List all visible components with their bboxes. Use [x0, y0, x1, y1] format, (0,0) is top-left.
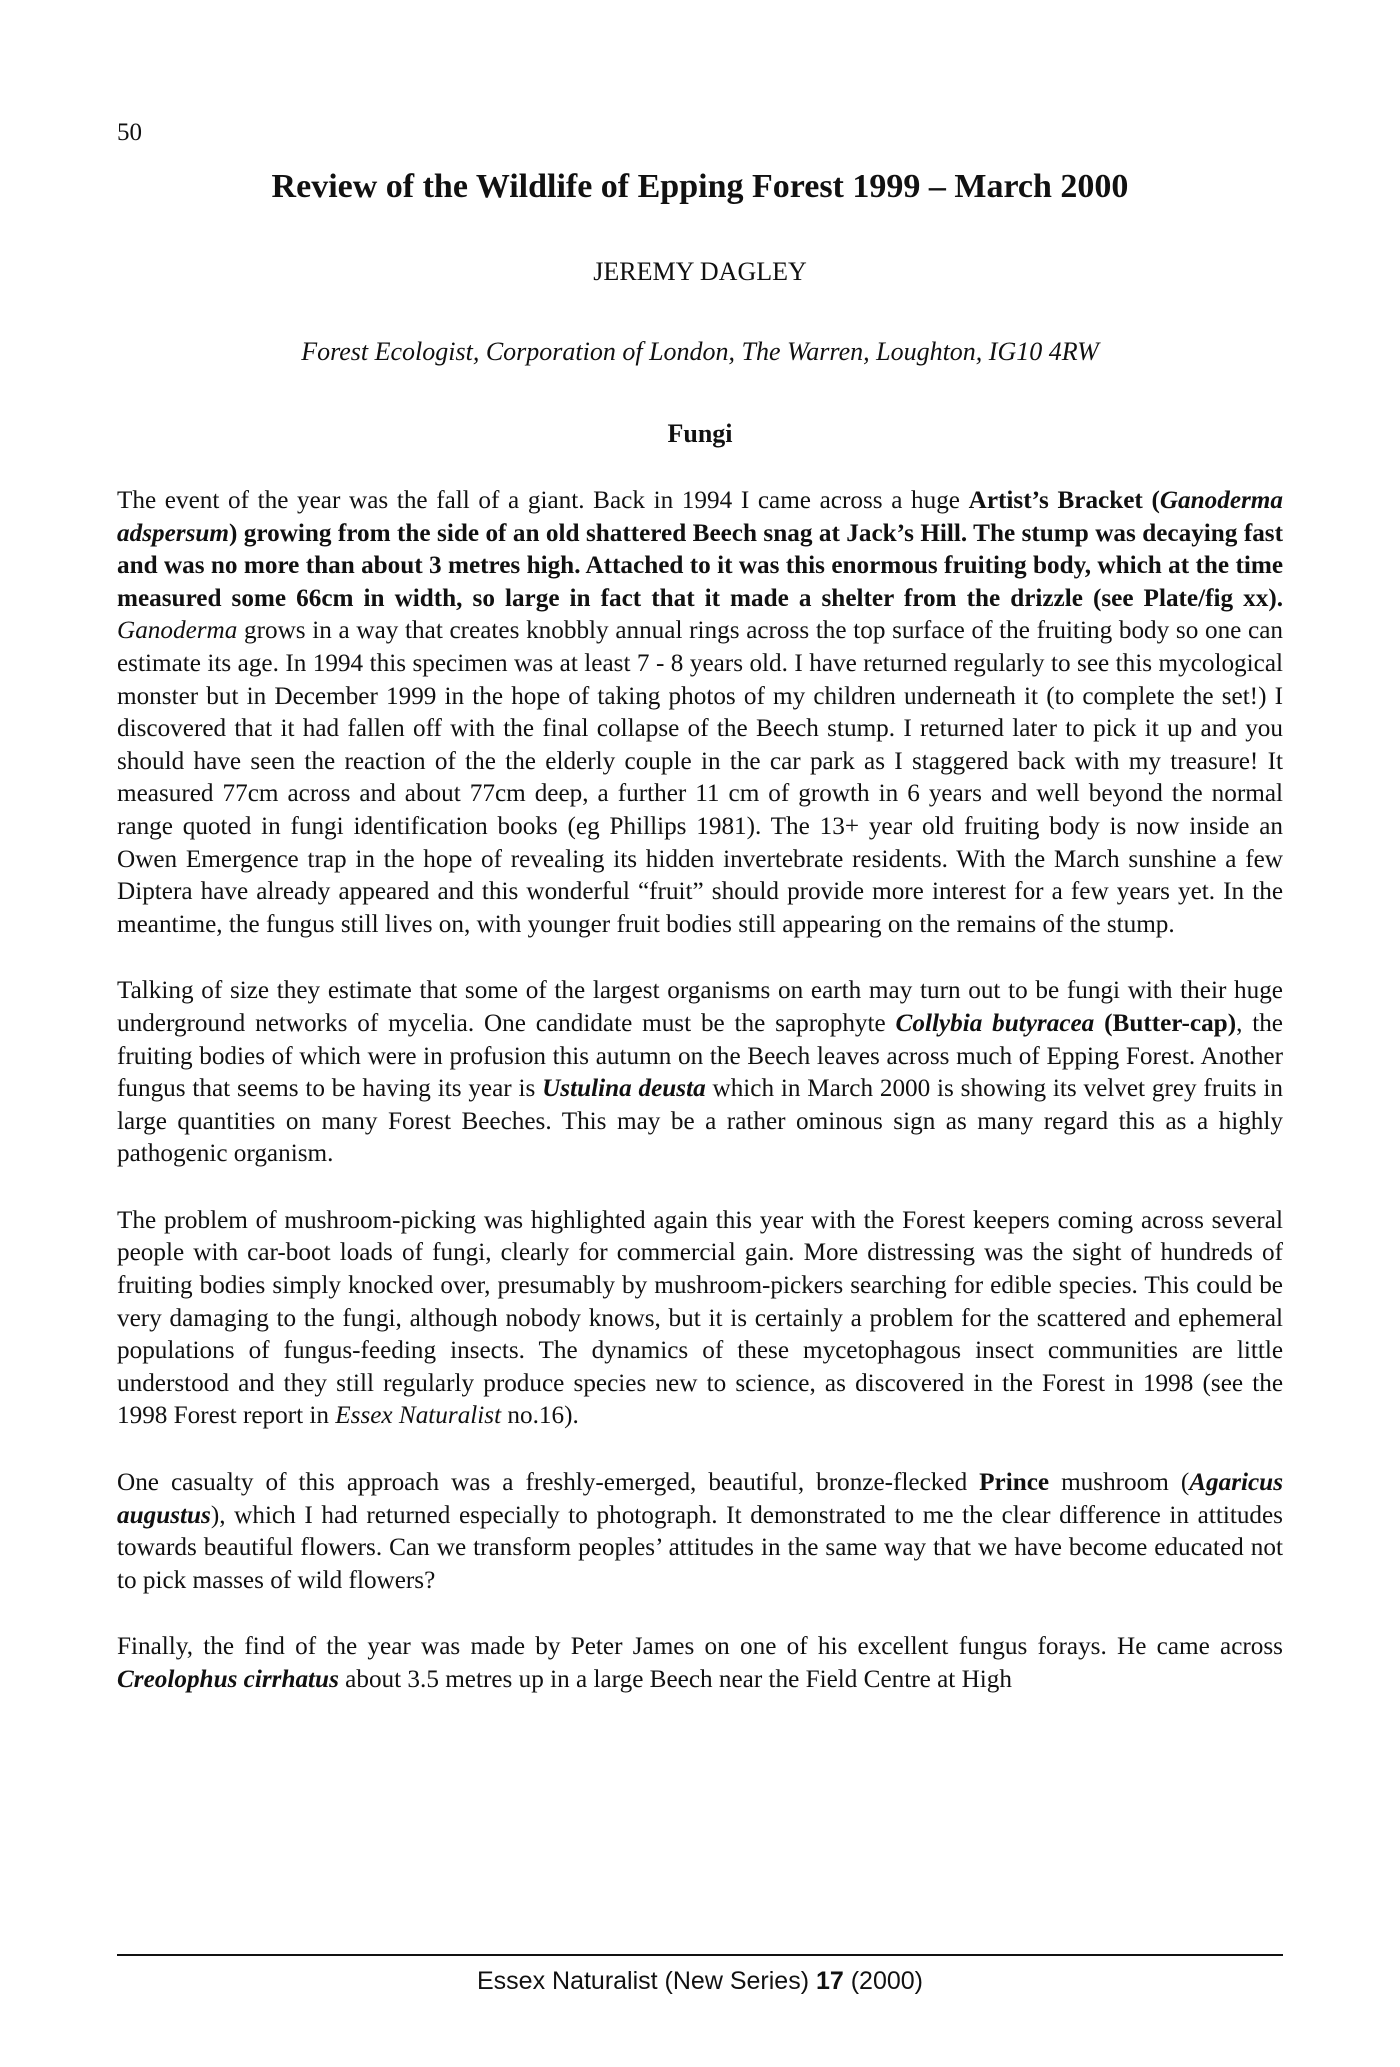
- text-run: grows in a way that creates knobbly annual rings across the top surface of the fruiting body so one can estimate its age. In 1994 this specimen was at least 7 - 8 years old. I have returned regularly to see this mycological monster but in December 1999 in the hope of taking photos of my children underneath it (to complete the set!) I discovered that it had fallen off with the final collapse of the Beech stump. I returned later to pick it up and you should have seen the reaction of the the elderly couple in the car park as I staggered back with my treasure! It measured 77cm across and about 77cm deep, a further 11 cm of growth in 6 years and well beyond the normal range quoted in fungi identification books (eg Phillips 1981). The 13+ year old fruiting body is now inside an Owen Emergence trap in the hope of revealing its hidden invertebrate residents. With the March sunshine a few Diptera have already appeared and this wonderful “fruit” should provide more interest for a few years yet. In the meantime, the fungus still lives on, with younger fruit bodies still appearing on the remains of the stump.: [117, 617, 1283, 938]
- text-run: mushroom (: [1049, 1469, 1190, 1497]
- paragraph-mushroom-picking: [117, 1205, 1283, 1433]
- paragraph-prince-mushroom: [117, 1467, 1283, 1597]
- paragraph-find-of-year: [117, 1631, 1283, 1696]
- text-run: The problem of mushroom-picking was highlighted again this year with the Forest keepers coming across several people with car-boot loads of fungi, clearly for commercial gain. More distressing was the sight of hundreds of fruiting bodies simply knocked over, presumably by mushroom-pickers searching for edible species. This could be very damaging to the fungi, although nobody knows, but it is certainly a problem for the scattered and ephemeral populations of fungus-feeding insects. The dynamics of these mycetophagous insect communities are little understood and they still regularly produce species new to science, as discovered in the Forest in 1998 (see the 1998 Forest report in: [117, 1206, 1283, 1430]
- section-heading-fungi: Fungi: [667, 419, 733, 448]
- author-affiliation: Forest Ecologist, Corporation of London, The Warren, Loughton, IG10 4RW: [301, 337, 1099, 366]
- text-run: The event of the year was the fall of a giant. Back in 1994 I came across a huge: [117, 487, 969, 514]
- article-body: [117, 485, 1283, 1731]
- species-latin-name: Creolophus cirrhatus: [117, 1666, 339, 1693]
- text-run: One casualty of this approach was a freshly-emerged, beautiful, bronze-flecked: [117, 1469, 980, 1497]
- journal-name: Essex Naturalist: [335, 1402, 502, 1430]
- text-run: Finally, the find of the year was made by Peter James on one of his excellent fungus forays. He came across: [117, 1633, 1283, 1661]
- text-run: which in March 2000 is showing its velvet grey fruits in large quantities on many Forest Beeches. This may be a rather ominous sign as many regard this as a highly pathogenic organism.: [117, 1075, 1283, 1168]
- paragraph-artists-bracket: [117, 485, 1283, 941]
- species-latin-name: Agaricus augustus: [117, 1469, 1283, 1529]
- species-latin-name: Ustulina deusta: [542, 1075, 706, 1103]
- species-common-name: Artist’s Bracket: [968, 487, 1143, 514]
- species-latin-name: Collybia butyracea: [895, 1009, 1095, 1037]
- genus-name: Ganoderma: [117, 617, 238, 645]
- article-title: Review of the Wildlife of Epping Forest 1999 – March 2000: [271, 168, 1129, 205]
- text-run: Talking of size they estimate that some of the largest organisms on earth may turn out to be fungi with their huge underground networks of mycelia. One candidate must be the saprophyte: [117, 977, 1283, 1037]
- page-number: 50: [117, 119, 142, 146]
- text-run: about 3.5 metres up in a large Beech near the Field Centre at High: [338, 1666, 1012, 1693]
- journal-footer: [117, 1965, 1283, 1997]
- footer-year: (2000): [843, 1967, 923, 1995]
- text-run: , the fruiting bodies of which were in profusion this autumn on the Beech leaves across much of Epping Forest. Another fungus that seems to be having its year is: [117, 1009, 1283, 1103]
- text-run: ), which I had returned especially to photograph. It demonstrated to me the clear difference in attitudes towards beautiful flowers. Can we transform peoples’ attitudes in the same way that we have become educated not to pick masses of wild flowers?: [117, 1501, 1283, 1594]
- species-common-name: Prince: [979, 1469, 1050, 1497]
- paragraph-largest-organisms: [117, 975, 1283, 1171]
- text-run: no.16).: [501, 1402, 579, 1430]
- footer-volume: 17: [815, 1967, 844, 1995]
- species-latin-name: Ganoderma adspersum: [117, 487, 1283, 547]
- footer-rule: [117, 1954, 1283, 1956]
- footer-journal-name: Essex Naturalist (New Series): [476, 1967, 816, 1995]
- text-run: (: [1142, 487, 1160, 514]
- species-common-name: (Butter-cap): [1094, 1009, 1237, 1037]
- author-name: JEREMY DAGLEY: [593, 257, 807, 286]
- text-run: ) growing from the side of an old shattered Beech snag at Jack’s Hill. The stump was decaying fast and was no more than about 3 metres high. Attached to it was this enormous fruiting body, which at the time measured some 66cm in width, so large in fact that it made a shelter from the drizzle (see Plate/fig xx).: [117, 519, 1283, 612]
